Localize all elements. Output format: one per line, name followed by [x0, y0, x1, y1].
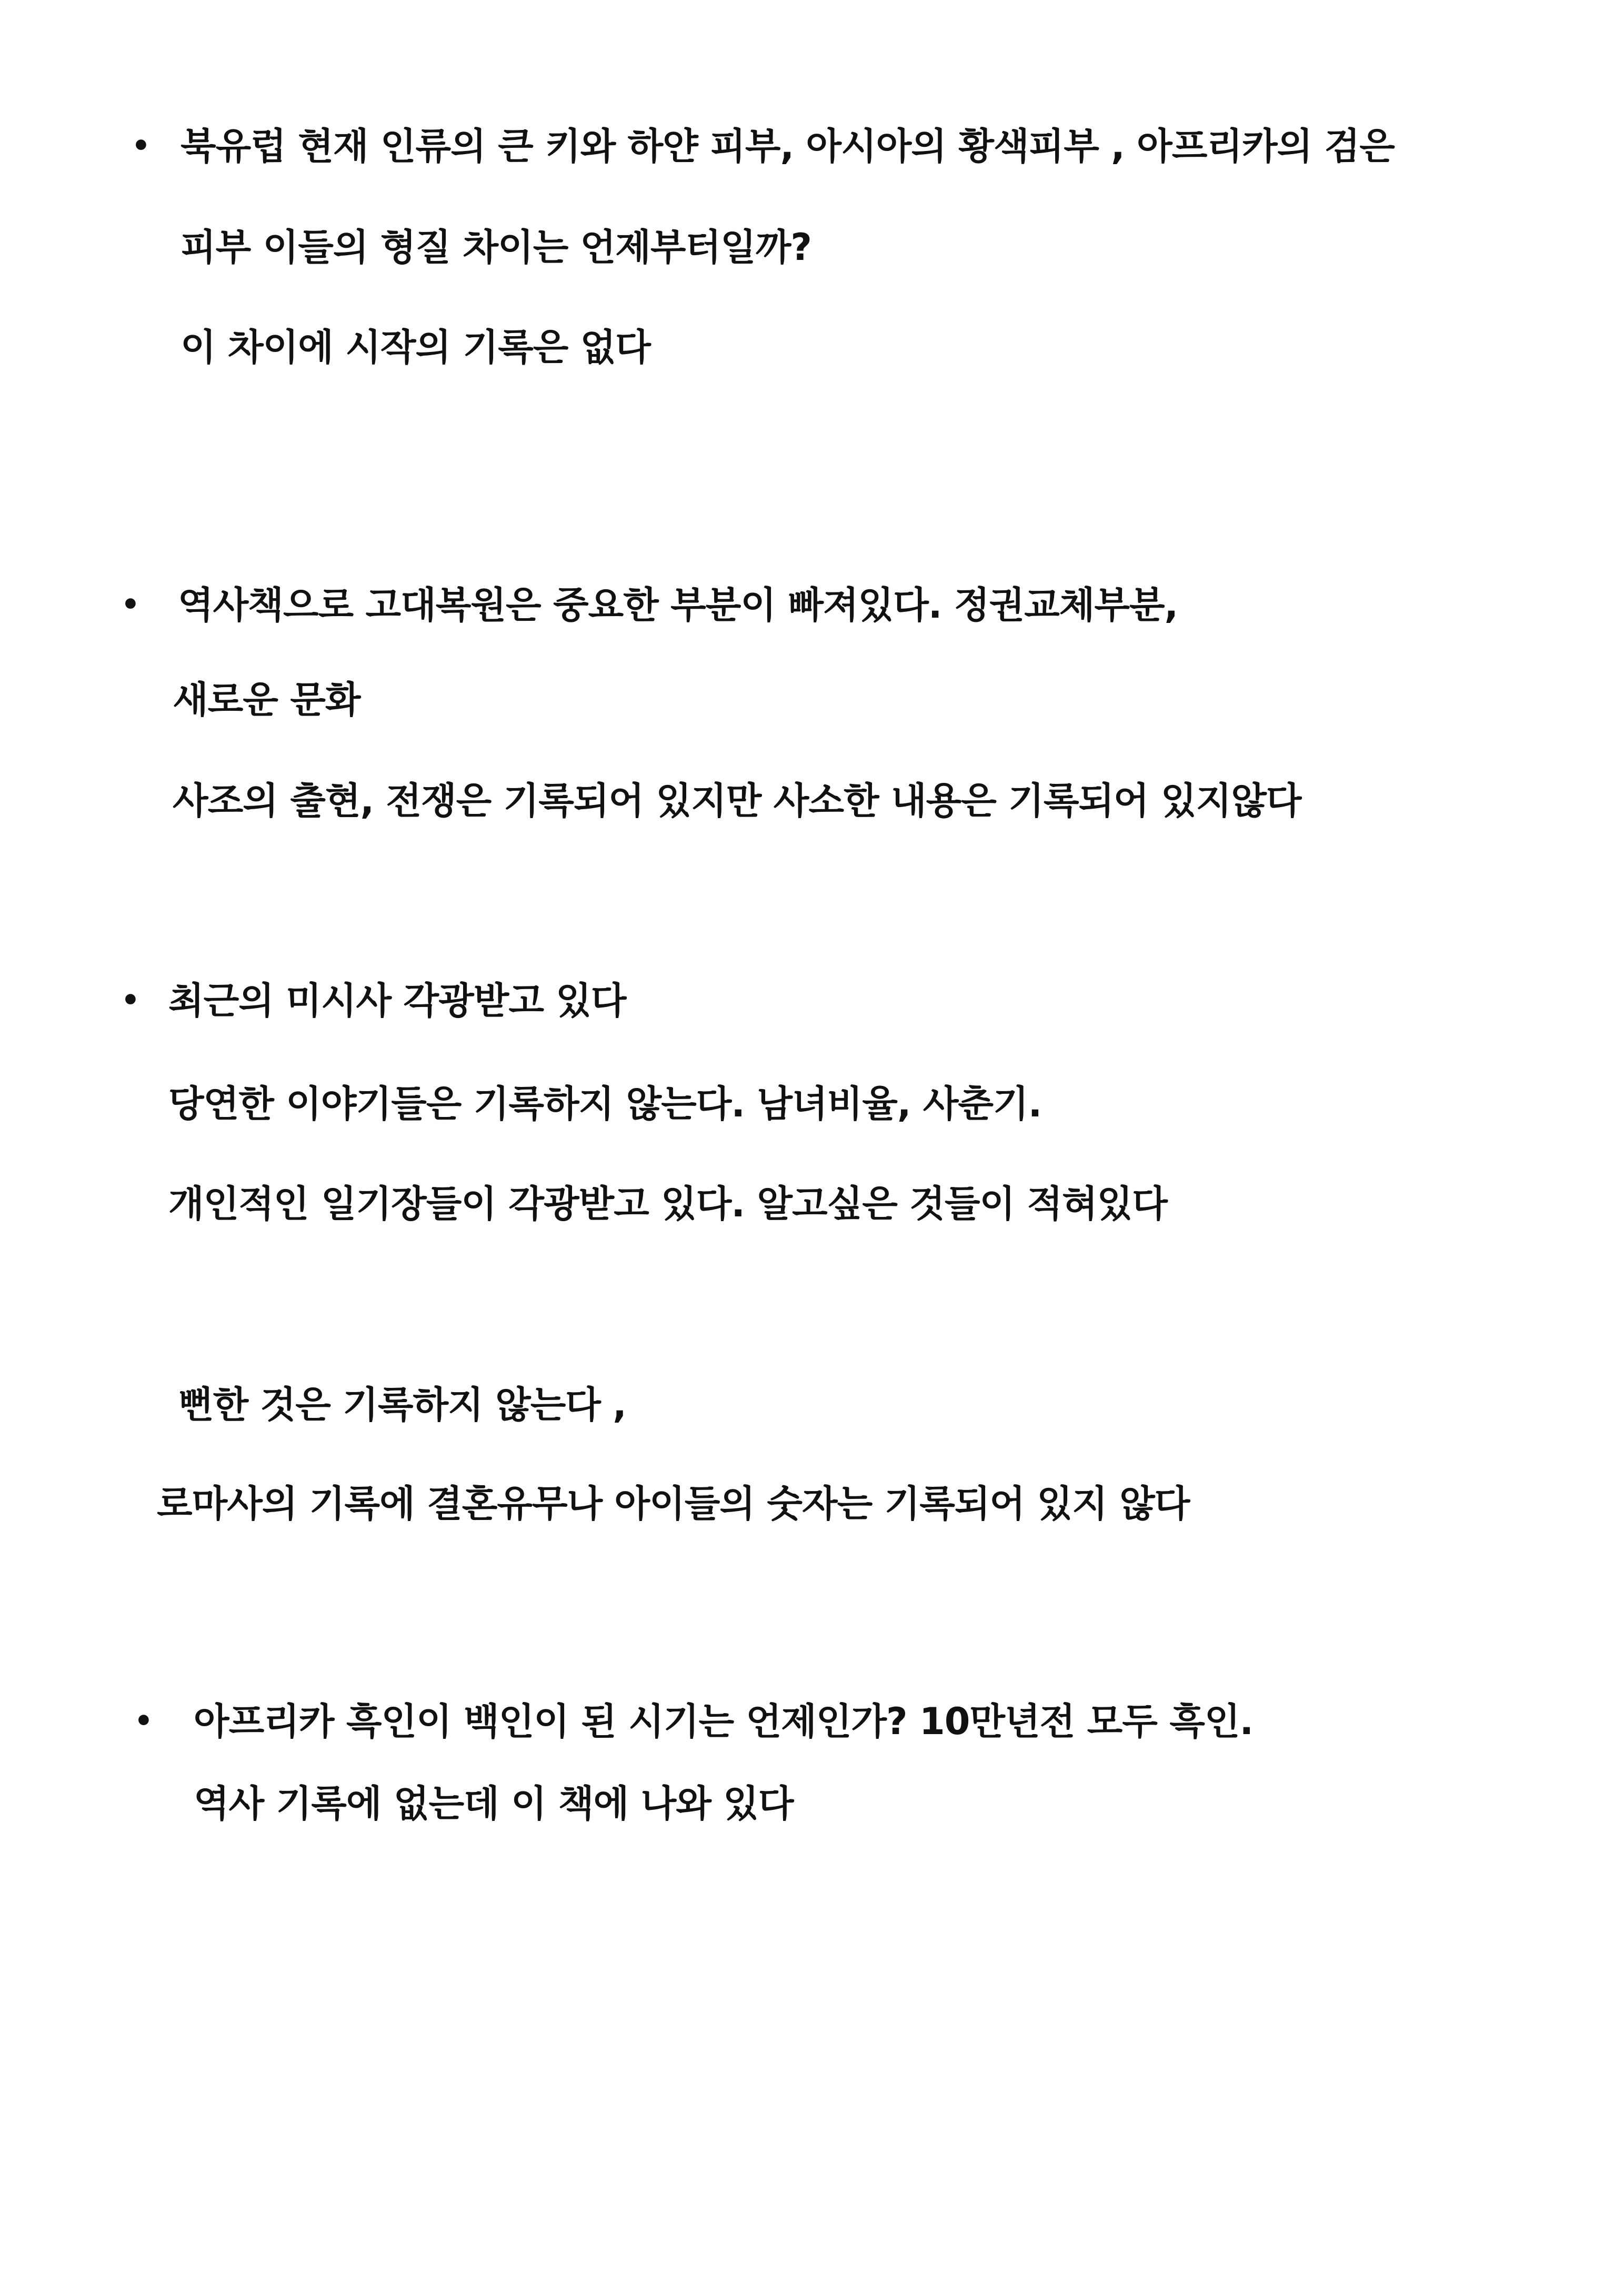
bullet-point: • — [121, 588, 139, 622]
text-line: 역사책으로 고대복원은 중요한 부분이 빠져있다. 정권교체부분, — [178, 583, 1178, 627]
text-line: 최근의 미시사 각광받고 있다 — [168, 979, 626, 1022]
text-line: 로마사의 기록에 결혼유무나 아이들의 숫자는 기록되어 있지 않다 — [157, 1482, 1190, 1525]
bullet-point: • — [132, 129, 150, 163]
text-line: 새로운 문화 — [173, 678, 360, 721]
text-line: 이 차이에 시작의 기록은 없다 — [181, 326, 650, 369]
text-line: 개인적인 일기장들이 각광받고 있다. 알고싶은 것들이 적혀있다 — [168, 1182, 1167, 1225]
bullet-point: • — [134, 1704, 153, 1738]
text-line: 뻔한 것은 기록하지 않는다 , — [178, 1383, 626, 1426]
text-line: 피부 이들의 형질 차이는 언제부터일까? — [181, 226, 812, 269]
bullet-point: • — [121, 983, 139, 1018]
text-line: 사조의 출현, 전쟁은 기록되어 있지만 사소한 내용은 기록되어 있지않다 — [173, 779, 1301, 822]
text-line: 아프리카 흑인이 백인이 된 시기는 언제인가? 10만년전 모두 흑인. — [194, 1700, 1254, 1743]
text-line: 역사 기록에 없는데 이 책에 나와 있다 — [194, 1782, 794, 1825]
text-line: 북유럽 현재 인류의 큰 키와 하얀 피부, 아시아의 황색피부 , 아프리카의 검은 — [181, 125, 1395, 168]
text-line: 당연한 이야기들은 기록하지 않는다. 남녀비율, 사춘기. — [168, 1082, 1042, 1125]
